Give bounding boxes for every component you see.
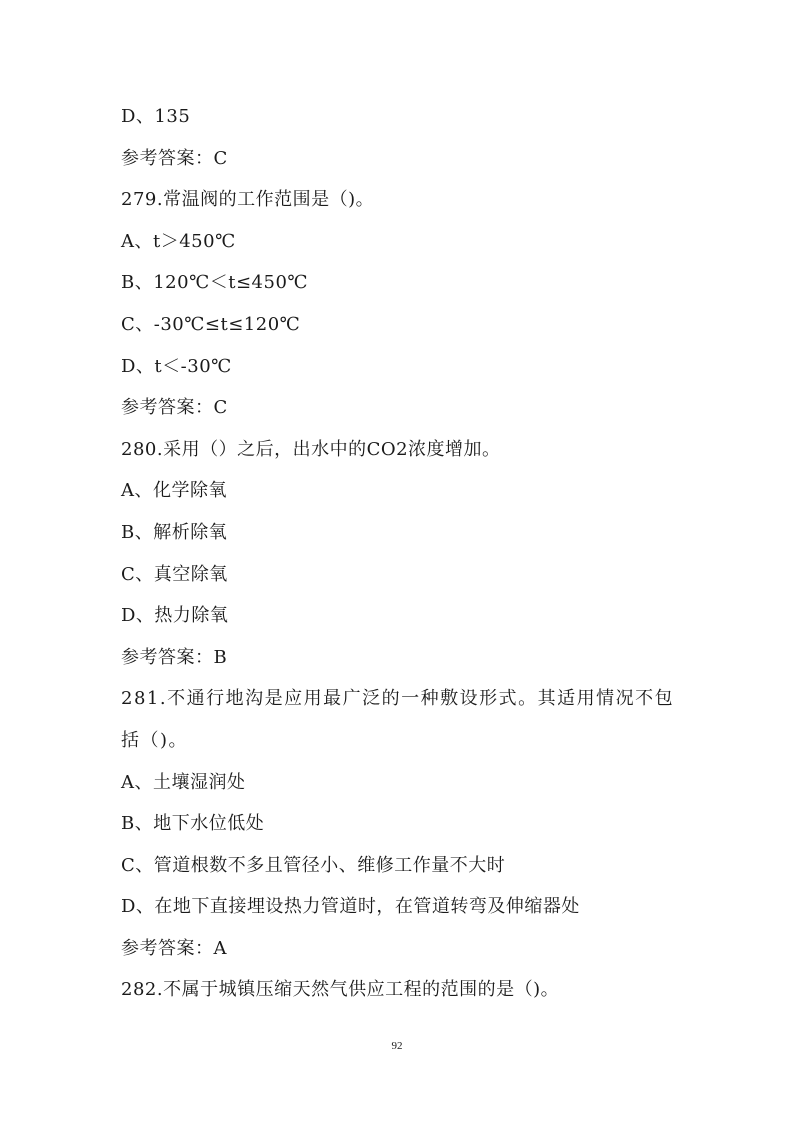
question-279: 279.常温阀的工作范围是（)。	[121, 189, 375, 211]
option-c-280: C、真空除氧	[121, 563, 228, 585]
option-b-279: B、120℃＜t≤450℃	[121, 272, 309, 294]
question-281: 281.不通行地沟是应用最广泛的一种敷设形式。其适用情况不包括（)。	[121, 688, 675, 751]
question-280: 280.采用（）之后，出水中的CO2浓度增加。	[121, 438, 501, 460]
option-a-280: A、化学除氧	[121, 480, 227, 502]
answer-278: 参考答案：C	[121, 147, 228, 169]
option-d-281: D、在地下直接埋设热力管道时，在管道转弯及伸缩器处	[121, 896, 580, 918]
document-body	[121, 96, 681, 1011]
answer-280: 参考答案：B	[121, 646, 228, 668]
option-c-279: C、-30℃≤t≤120℃	[121, 313, 301, 335]
answer-279: 参考答案：C	[121, 397, 228, 419]
option-b-280: B、解析除氧	[121, 521, 228, 543]
page-number: 92	[391, 1040, 403, 1052]
option-c-281: C、管道根数不多且管径小、维修工作量不大时	[121, 854, 506, 876]
answer-281: 参考答案：A	[121, 937, 227, 959]
option-a-279: A、t＞450℃	[121, 230, 236, 252]
option-d-279: D、t＜-30℃	[121, 355, 232, 377]
option-b-281: B、地下水位低处	[121, 813, 265, 835]
question-282: 282.不属于城镇压缩天然气供应工程的范围的是（)。	[121, 979, 560, 1001]
option-d-279-prev: D、135	[121, 106, 191, 127]
option-a-281: A、土壤湿润处	[121, 771, 246, 793]
option-d-280: D、热力除氧	[121, 605, 229, 627]
